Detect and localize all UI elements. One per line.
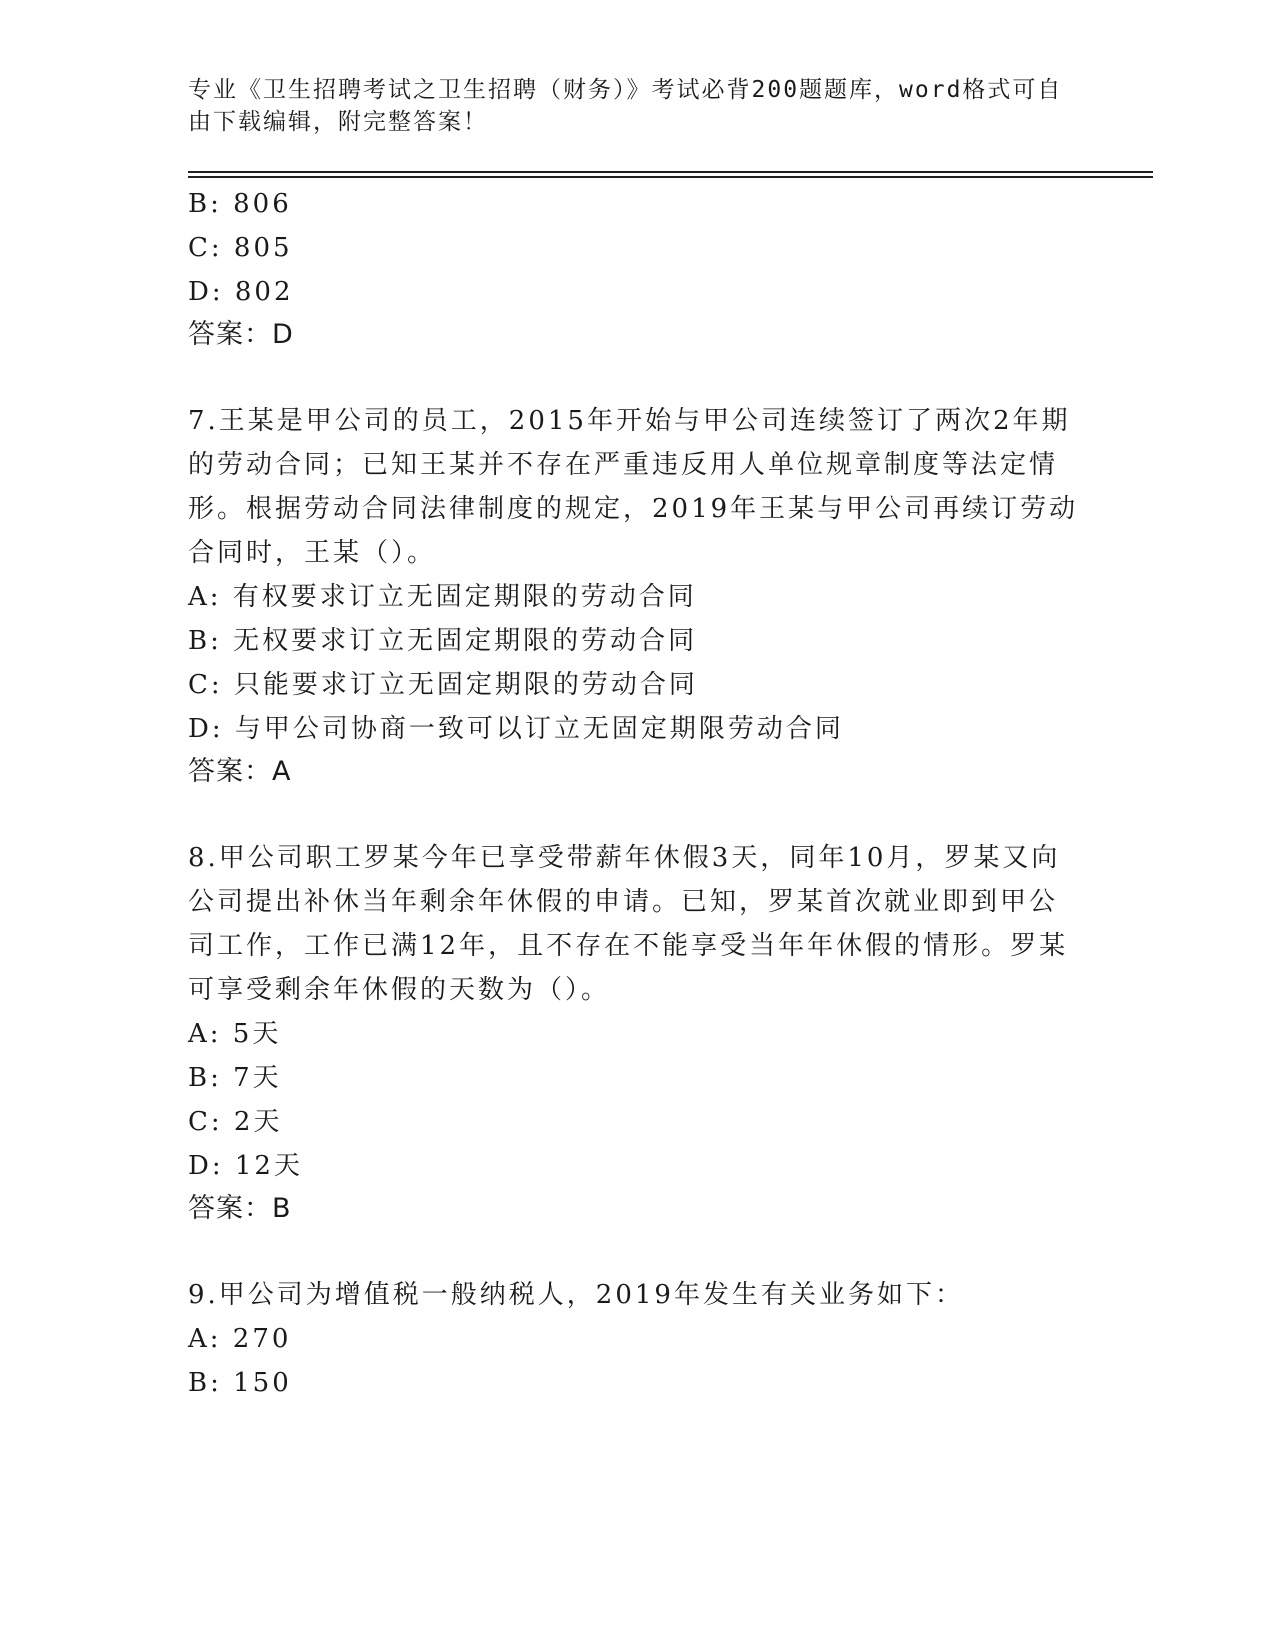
q6-answer: 答案：D — [188, 319, 294, 350]
header-divider-1 — [188, 171, 1153, 173]
header-line-1: 专业《卫生招聘考试之卫生招聘（财务）》考试必背200题题库，word格式可自 — [188, 77, 1063, 103]
header-divider-2 — [188, 176, 1153, 178]
header-line-2: 由下载编辑，附完整答案！ — [188, 109, 488, 135]
document-header — [188, 74, 1068, 138]
q9-text-line-1: 9.甲公司为增值税一般纳税人，2019年发生有关业务如下： — [188, 1280, 964, 1310]
q8-text-line-1: 8.甲公司职工罗某今年已享受带薪年休假3天，同年10月，罗某又向 — [188, 843, 1061, 873]
q8-option-b: B: 7天 — [188, 1063, 282, 1093]
q7-text-line-3: 形。根据劳动合同法律制度的规定，2019年王某与甲公司再续订劳动 — [188, 494, 1079, 524]
q7-text-line-1: 7.王某是甲公司的员工，2015年开始与甲公司连续签订了两次2年期 — [188, 406, 1071, 436]
q7-option-b: B: 无权要求订立无固定期限的劳动合同 — [188, 626, 698, 656]
q8-text-line-4: 可享受剩余年休假的天数为（）。 — [188, 975, 611, 1005]
q9-option-b: B: 150 — [188, 1368, 292, 1398]
q6-option-b: B: 806 — [188, 189, 292, 219]
q8-answer: 答案：B — [188, 1193, 292, 1224]
q8-option-d: D: 12天 — [188, 1151, 303, 1181]
q7-answer: 答案：A — [188, 756, 292, 787]
q6-option-c: C: 805 — [188, 233, 293, 263]
q6-option-d: D: 802 — [188, 277, 294, 307]
q8-option-a: A: 5天 — [188, 1019, 282, 1049]
q7-text-line-4: 合同时，王某（）。 — [188, 538, 437, 568]
q9-option-a: A: 270 — [188, 1324, 292, 1354]
q8-text-line-2: 公司提出补休当年剩余年休假的申请。已知，罗某首次就业即到甲公 — [188, 887, 1059, 917]
q8-text-line-3: 司工作，工作已满12年，且不存在不能享受当年年休假的情形。罗某 — [188, 931, 1069, 961]
q8-option-c: C: 2天 — [188, 1107, 283, 1137]
q7-text-line-2: 的劳动合同；已知王某并不存在严重违反用人单位规章制度等法定情 — [188, 450, 1059, 480]
q7-option-d: D: 与甲公司协商一致可以订立无固定期限劳动合同 — [188, 714, 844, 744]
q7-option-c: C: 只能要求订立无固定期限的劳动合同 — [188, 670, 698, 700]
q7-option-a: A: 有权要求订立无固定期限的劳动合同 — [188, 582, 697, 612]
